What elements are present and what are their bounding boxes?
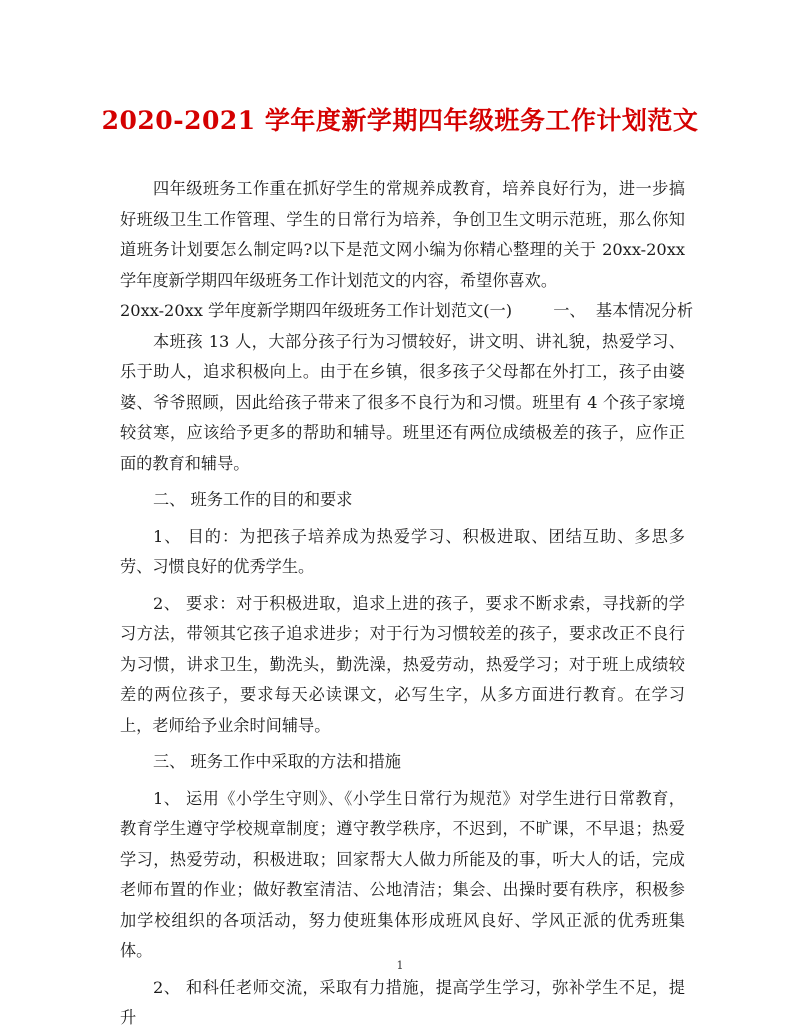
intro-paragraph: 四年级班务工作重在抓好学生的常规养成教育，培养良好行为，进一步搞好班级卫生工作管理、学生的日常行为培养，争创卫生文明示范班，那么你知道班务计划要怎么制定吗?以下是范文网小编为你精心整理的关于 20xx-20xx 学年度新学期四年级班务工作计划范文的内容，希望你喜欢。 bbox=[120, 179, 685, 290]
subtitle-row bbox=[120, 296, 694, 327]
document-body bbox=[120, 174, 694, 1034]
section-heading-2: 二、 班务工作的目的和要求 bbox=[153, 490, 353, 509]
section-heading-1: 一、 基本情况分析 bbox=[553, 301, 694, 320]
section-3-item-1: 1、 运用《小学生守则》、《小学生日常行为规范》对学生进行日常教育，教育学生遵守学校规章制度；遵守教学秩序，不迟到，不旷课，不早退；热爱学习，热爱劳动，积极进取；回家帮大人做力所能及的事，听大人的话，完成老师布置的作业；做好教室清洁、公地清洁；集会、出操时要有秩序，积极参加学校组织的各项活动，努力使班集体形成班风良好、学风正派的优秀班集体。 bbox=[120, 788, 685, 960]
section-3-item-2: 2、 和科任老师交流，采取有力措施，提高学生学习，弥补学生不足，提升 bbox=[120, 977, 685, 1027]
article-subtitle: 20xx-20xx 学年度新学期四年级班务工作计划范文(一) bbox=[120, 301, 513, 320]
page-number: 1 bbox=[396, 959, 404, 972]
document-title: 2020-2021 学年度新学期四年级班务工作计划范文 bbox=[101, 106, 699, 135]
section-1-paragraph: 本班孩 13 人，大部分孩子行为习惯较好，讲文明、讲礼貌，热爱学习、乐于助人，追求积极向上。由于在乡镇，很多孩子父母都在外打工，孩子由婆婆、爷爷照顾，因此给孩子带来了很多不良行为和习惯。班里有 4 个孩子家境较贫寒，应该给予更多的帮助和辅导。班里还有两位成绩极差的孩子，应作正面的教育和辅导。 bbox=[120, 331, 685, 473]
section-2-item-2: 2、 要求：对于积极进取，追求上进的孩子，要求不断求索，寻找新的学习方法，带领其它孩子追求进步；对于行为习惯较差的孩子，要求改正不良行为习惯，讲求卫生，勤洗头，勤洗澡，热爱劳动，热爱学习；对于班上成绩较差的两位孩子，要求每天必读课文，必写生字，从多方面进行教育。在学习上，老师给予业余时间辅导。 bbox=[120, 593, 685, 735]
section-heading-3: 三、 班务工作中采取的方法和措施 bbox=[153, 752, 401, 771]
section-2-item-1: 1、 目的：为把孩子培养成为热爱学习、积极进取、团结互助、多思多劳、习惯良好的优秀学生。 bbox=[120, 526, 685, 576]
